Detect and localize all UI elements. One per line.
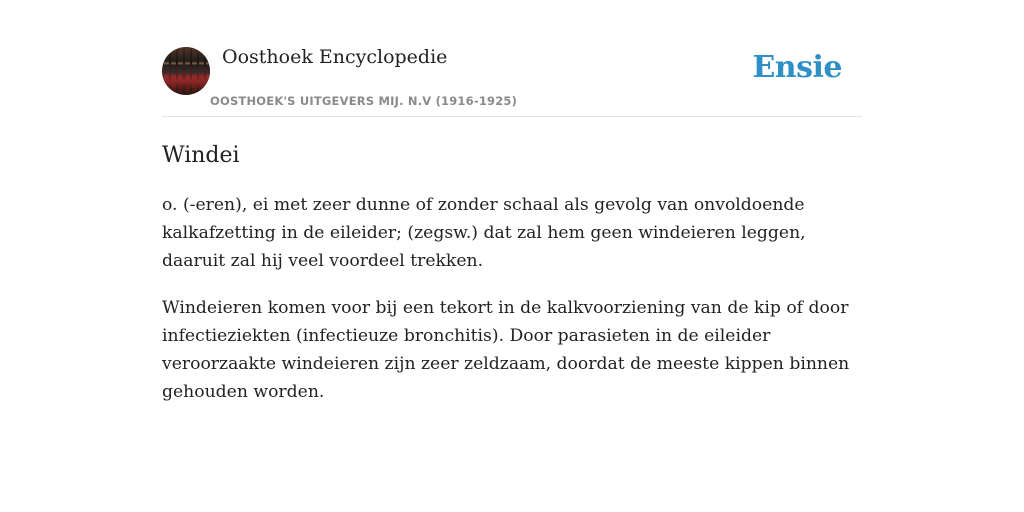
book-spine (171, 47, 176, 95)
publisher-subtitle: OOSTHOEK'S UITGEVERS MIJ. N.V (1916-1925) (210, 94, 518, 108)
ensie-logo-link[interactable]: Ensie (752, 50, 842, 85)
book-spine (192, 47, 197, 95)
entry-paragraph: o. (-eren), ei met zeer dunne of zonder schaal als gevolg van onvoldoende kalkafzetting in de eileider; (zegsw.) dat zal hem geen windeieren leggen, daaruit zal hij veel voordeel trekken. (162, 195, 806, 271)
encyclopedia-title-link[interactable]: Oosthoek Encyclopedie (222, 46, 448, 68)
encyclopedia-header (162, 40, 862, 117)
book-spine (206, 47, 210, 95)
book-spine (185, 47, 190, 95)
book-spine (199, 47, 204, 95)
book-spine (178, 47, 183, 95)
bookshelf-avatar-icon[interactable] (162, 47, 210, 95)
entry-card (162, 40, 862, 406)
book-spine (164, 47, 169, 95)
entry-paragraph: Windeieren komen voor bij een tekort in de kalkvoorziening van de kip of door infectieziekten (infectieuze bronchitis). Door parasieten in de eileider veroorzaakte windeieren zijn zeer zeldzaam, doordat de meeste kippen binnen gehouden worden. (162, 298, 850, 402)
entry-title: Windei (162, 143, 240, 168)
